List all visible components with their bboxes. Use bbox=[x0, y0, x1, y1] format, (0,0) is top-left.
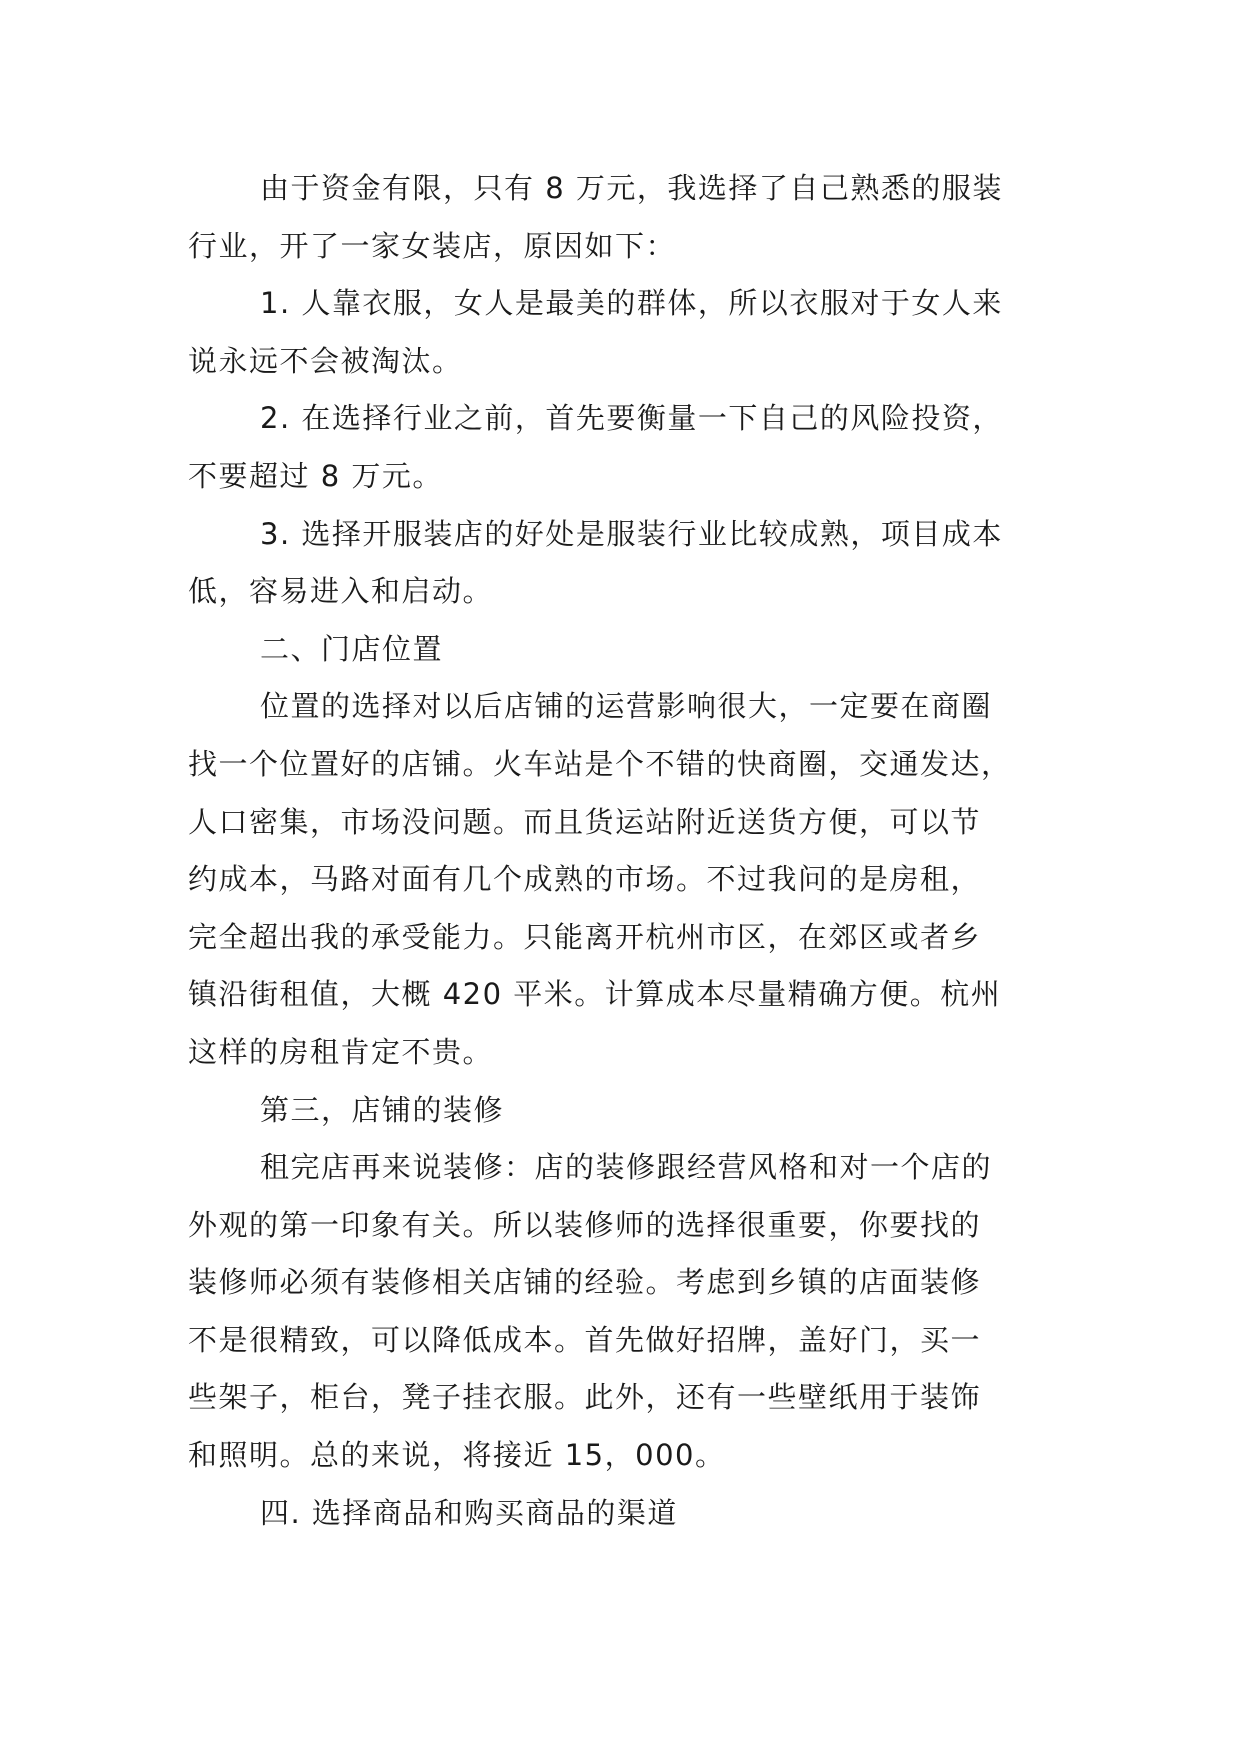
paragraph-line: 不是很精致，可以降低成本。首先做好招牌，盖好门，买一 bbox=[188, 1322, 982, 1357]
paragraph-line: 镇沿街租值，大概 420 平米。计算成本尽量精确方便。杭州 bbox=[188, 977, 1002, 1012]
paragraph-line: 装修师必须有装修相关店铺的经验。考虑到乡镇的店面装修 bbox=[188, 1265, 982, 1300]
list-item-line: 低，容易进入和启动。 bbox=[188, 574, 494, 609]
paragraph-line: 行业，开了一家女装店，原因如下： bbox=[188, 228, 677, 263]
paragraph-line: 租完店再来说装修：店的装修跟经营风格和对一个店的 bbox=[260, 1150, 993, 1185]
section-heading: 二、门店位置 bbox=[260, 631, 444, 666]
list-item-line: 2. 在选择行业之前，首先要衡量一下自己的风险投资， bbox=[260, 401, 1003, 436]
section-heading: 第三，店铺的装修 bbox=[260, 1092, 505, 1127]
document-body bbox=[188, 160, 1068, 1542]
paragraph-line: 和照明。总的来说，将接近 15，000。 bbox=[188, 1438, 726, 1473]
paragraph-line: 位置的选择对以后店铺的运营影响很大，一定要在商圈 bbox=[260, 689, 993, 724]
paragraph-line: 由于资金有限，只有 8 万元，我选择了自己熟悉的服装 bbox=[260, 171, 1003, 205]
list-item-line: 说永远不会被淘汰。 bbox=[188, 343, 463, 378]
paragraph-line: 人口密集，市场没问题。而且货运站附近送货方便，可以节 bbox=[188, 804, 982, 839]
list-item-line: 3. 选择开服装店的好处是服装行业比较成熟，项目成本 bbox=[260, 516, 1003, 551]
section-heading: 四. 选择商品和购买商品的渠道 bbox=[260, 1495, 678, 1530]
paragraph-line: 些架子，柜台，凳子挂衣服。此外，还有一些壁纸用于装饰 bbox=[188, 1380, 982, 1415]
paragraph-line: 外观的第一印象有关。所以装修师的选择很重要，你要找的 bbox=[188, 1207, 982, 1242]
list-item-line: 不要超过 8 万元。 bbox=[188, 458, 443, 493]
paragraph-line: 找一个位置好的店铺。火车站是个不错的快商圈，交通发达， bbox=[188, 746, 1012, 781]
paragraph-line: 约成本，马路对面有几个成熟的市场。不过我问的是房租， bbox=[188, 862, 982, 897]
paragraph-line: 这样的房租肯定不贵。 bbox=[188, 1034, 494, 1069]
list-item-line: 1. 人靠衣服，女人是最美的群体，所以衣服对于女人来 bbox=[260, 286, 1003, 321]
paragraph-line: 完全超出我的承受能力。只能离开杭州市区，在郊区或者乡 bbox=[188, 919, 982, 954]
